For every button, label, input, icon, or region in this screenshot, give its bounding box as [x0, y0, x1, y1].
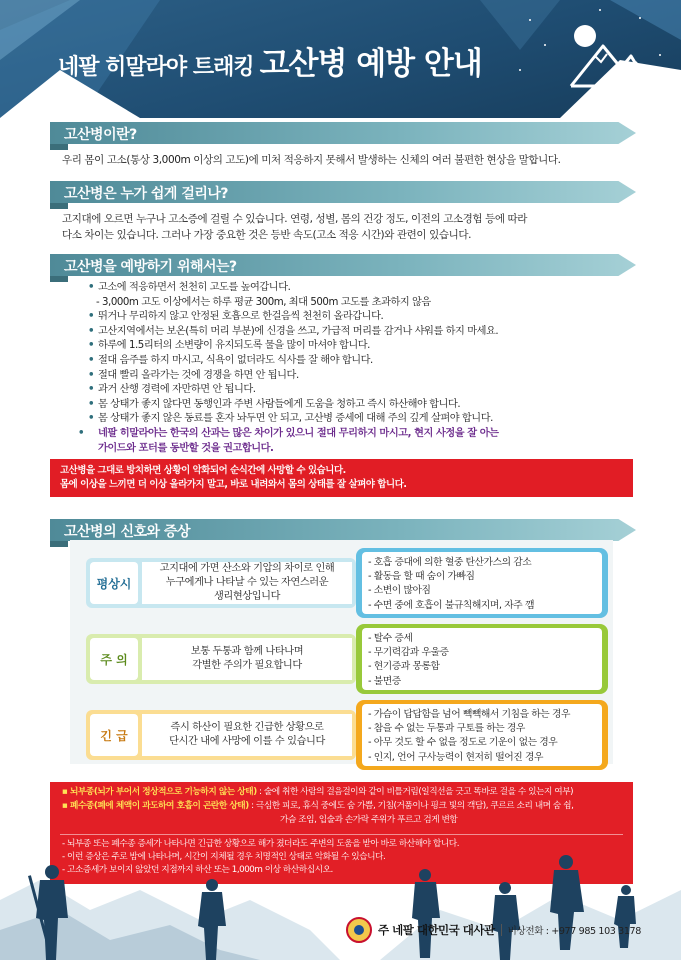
symptom-label: 평상시 — [90, 562, 138, 604]
emergency-note: - 뇌부종 또는 폐수종 증세가 나타나면 긴급한 상황으로 해가 졌더라도 주변의 도움을 받아 바로 하산해야 합니다. — [62, 839, 460, 849]
symptom-list — [356, 624, 608, 694]
symptom-label: 주 의 — [90, 638, 138, 680]
list-item: - 활동을 할 때 숨이 가빠짐 — [368, 571, 475, 583]
list-item: - 아무 것도 할 수 없을 정도로 기운이 없는 경우 — [368, 737, 558, 749]
embassy-emblem-icon — [346, 917, 372, 943]
list-item: • 고소에 적응하면서 천천히 고도를 높여갑니다. — [88, 282, 291, 293]
list-item: - 소변이 많아짐 — [368, 585, 431, 597]
mountain-moon-icon — [563, 18, 653, 96]
warning-line2: 몸에 이상을 느끼면 더 이상 올라가지 말고, 바로 내려와서 몸의 상태를 잘 살펴야 합니다. — [60, 479, 407, 490]
emergency-phone: 비상전화 : +977 985 103 3178 — [507, 926, 641, 937]
symptom-description: 고지대에 가면 산소와 기압의 차이로 인해 누구에게나 나타날 수 있는 자연스러운 생리현상입니다 — [142, 562, 352, 604]
list-item: - 불면증 — [368, 675, 401, 687]
symptom-list — [356, 700, 608, 770]
prevention-list — [78, 281, 628, 456]
symptom-list — [356, 548, 608, 618]
heading-symptoms: 고산병의 신호와 증상 — [64, 524, 190, 540]
list-item: - 호흡 증대에 의한 혈중 탄산가스의 감소 — [368, 557, 532, 568]
section2-line1: 고지대에 오르면 누구나 고소증에 걸릴 수 있습니다. 연령, 성별, 몸의 건강 정도, 이전의 고소경험 등에 따라 — [62, 213, 528, 225]
list-item: • 뛰거나 무리하지 않고 안정된 호흡으로 한걸음씩 천천히 올라갑니다. — [88, 311, 384, 323]
section2-line2: 다소 차이는 있습니다. 그러나 가장 중요한 것은 등반 속도(고소 적응 시간)와 관련이 있습니다. — [62, 229, 472, 241]
pulmonary-edema-line2: 가슴 조임, 입술과 손가락 주위가 푸르고 검게 변함 — [280, 815, 458, 825]
list-item: • 몸 상태가 좋지 않다면 동행인과 주변 사람들에게 도움을 청하고 즉시 하산해야 합니다. — [88, 398, 461, 410]
heading-prevention: 고산병을 예방하기 위해서는? — [64, 259, 237, 275]
heading-who: 고산병은 누가 쉽게 걸리나? — [64, 186, 229, 202]
list-item: - 탈수 증세 — [368, 633, 413, 644]
symptom-description: 즉시 하산이 필요한 긴급한 상황으로 단시간 내에 사망에 이를 수 있습니다 — [142, 714, 352, 756]
title-small: 네팔 히말라야 트래킹 — [58, 55, 254, 80]
list-item: - 3,000m 고도 이상에서는 하루 평균 300m, 최대 500m 고도를 초과하지 않음 — [96, 296, 431, 308]
list-item: • 절대 음주를 하지 마시고, 식욕이 없더라도 식사를 잘 해야 합니다. — [88, 354, 373, 366]
embassy-name: 주 네팔 대한민국 대사관 — [378, 923, 495, 937]
symptom-description: 보통 두통과 함께 나타나며 각별한 주의가 필요합니다 — [142, 638, 352, 680]
title-big: 고산병 예방 안내 — [259, 46, 482, 82]
list-item: • 몸 상태가 좋지 않은 동료를 혼자 놔두면 안 되고, 고산병 증세에 대해 주의 깊게 살펴야 합니다. — [88, 413, 493, 425]
list-item: • 하루에 1.5리터의 소변량이 유지되도록 물을 많이 마셔야 합니다. — [88, 340, 370, 352]
heading-what-is: 고산병이란? — [64, 127, 137, 143]
symptom-label: 긴 급 — [90, 714, 138, 756]
list-item: - 현기증과 몽롱함 — [368, 661, 440, 673]
list-item: • 고산지역에서는 보온(특히 머리 부분)에 신경을 쓰고, 가급적 머리를 감거나 샤워를 하지 마세요. — [88, 325, 499, 337]
warning-box — [50, 459, 633, 497]
pulmonary-edema-line: ▪ 폐수종(폐에 체액이 과도하여 호흡이 곤란한 상태) : 극심한 피로, 휴식 중에도 숨 가쁨, 기침(거품이나 핑크 빛의 객담), 쿠르르 소리 내며 숨 쉼, — [62, 801, 574, 811]
guide-recommendation: • 네팔 히말라야는 한국의 산과는 많은 차이가 있으니 절대 무리하지 마시고, 현지 사정을 잘 아는 가이드와 포터를 동반할 것을 권고합니다. — [78, 427, 499, 454]
section-heading-symptoms — [50, 519, 636, 541]
list-item: - 수면 중에 호흡이 불규칙해지며, 자주 깸 — [368, 599, 534, 611]
list-item: - 가슴이 답답함을 넘어 빽빽해서 기침을 하는 경우 — [368, 709, 571, 720]
emergency-note: - 고소증세가 보이지 않았던 지점까지 하산 또는 1,000m 이상 하산하십시오. — [62, 865, 333, 875]
section-heading-what-is — [50, 122, 636, 144]
section-heading-who — [50, 181, 636, 203]
list-item: • 절대 빨리 올라가는 것에 경쟁을 하면 안 됩니다. — [88, 369, 299, 381]
poster-header — [0, 0, 681, 118]
list-item: - 무기력감과 우울증 — [368, 647, 449, 659]
list-item: - 참을 수 없는 두통과 구토를 하는 경우 — [368, 723, 525, 735]
list-item: • 과거 산행 경력에 자만하면 안 됩니다. — [88, 384, 256, 396]
poster-title — [58, 38, 528, 88]
section1-text: 우리 몸이 고소(통상 3,000m 이상의 고도)에 미처 적응하지 못해서 발생하는 신체의 여러 불편한 현상을 말합니다. — [62, 154, 561, 166]
footer — [346, 913, 676, 947]
emergency-note: - 이런 증상은 주로 밤에 나타나며, 시간이 지체될 경우 치명적인 상태로 악화될 수 있습니다. — [62, 852, 386, 862]
list-item: - 인지, 언어 구사능력이 현저히 떨어진 경우 — [368, 751, 543, 763]
section-heading-prevention — [50, 254, 636, 276]
cerebral-edema-line: ▪ 뇌부종(뇌가 부어서 정상적으로 기능하지 않는 상태) : 술에 취한 사람의 걸음걸이와 같이 비틀거림(일직선을 긋고 똑바로 걸을 수 있는지 여부) — [62, 787, 574, 797]
section2-text — [62, 211, 622, 243]
warning-line1: 고산병을 그대로 방치하면 상황이 악화되어 순식간에 사망할 수 있습니다. — [60, 465, 346, 476]
